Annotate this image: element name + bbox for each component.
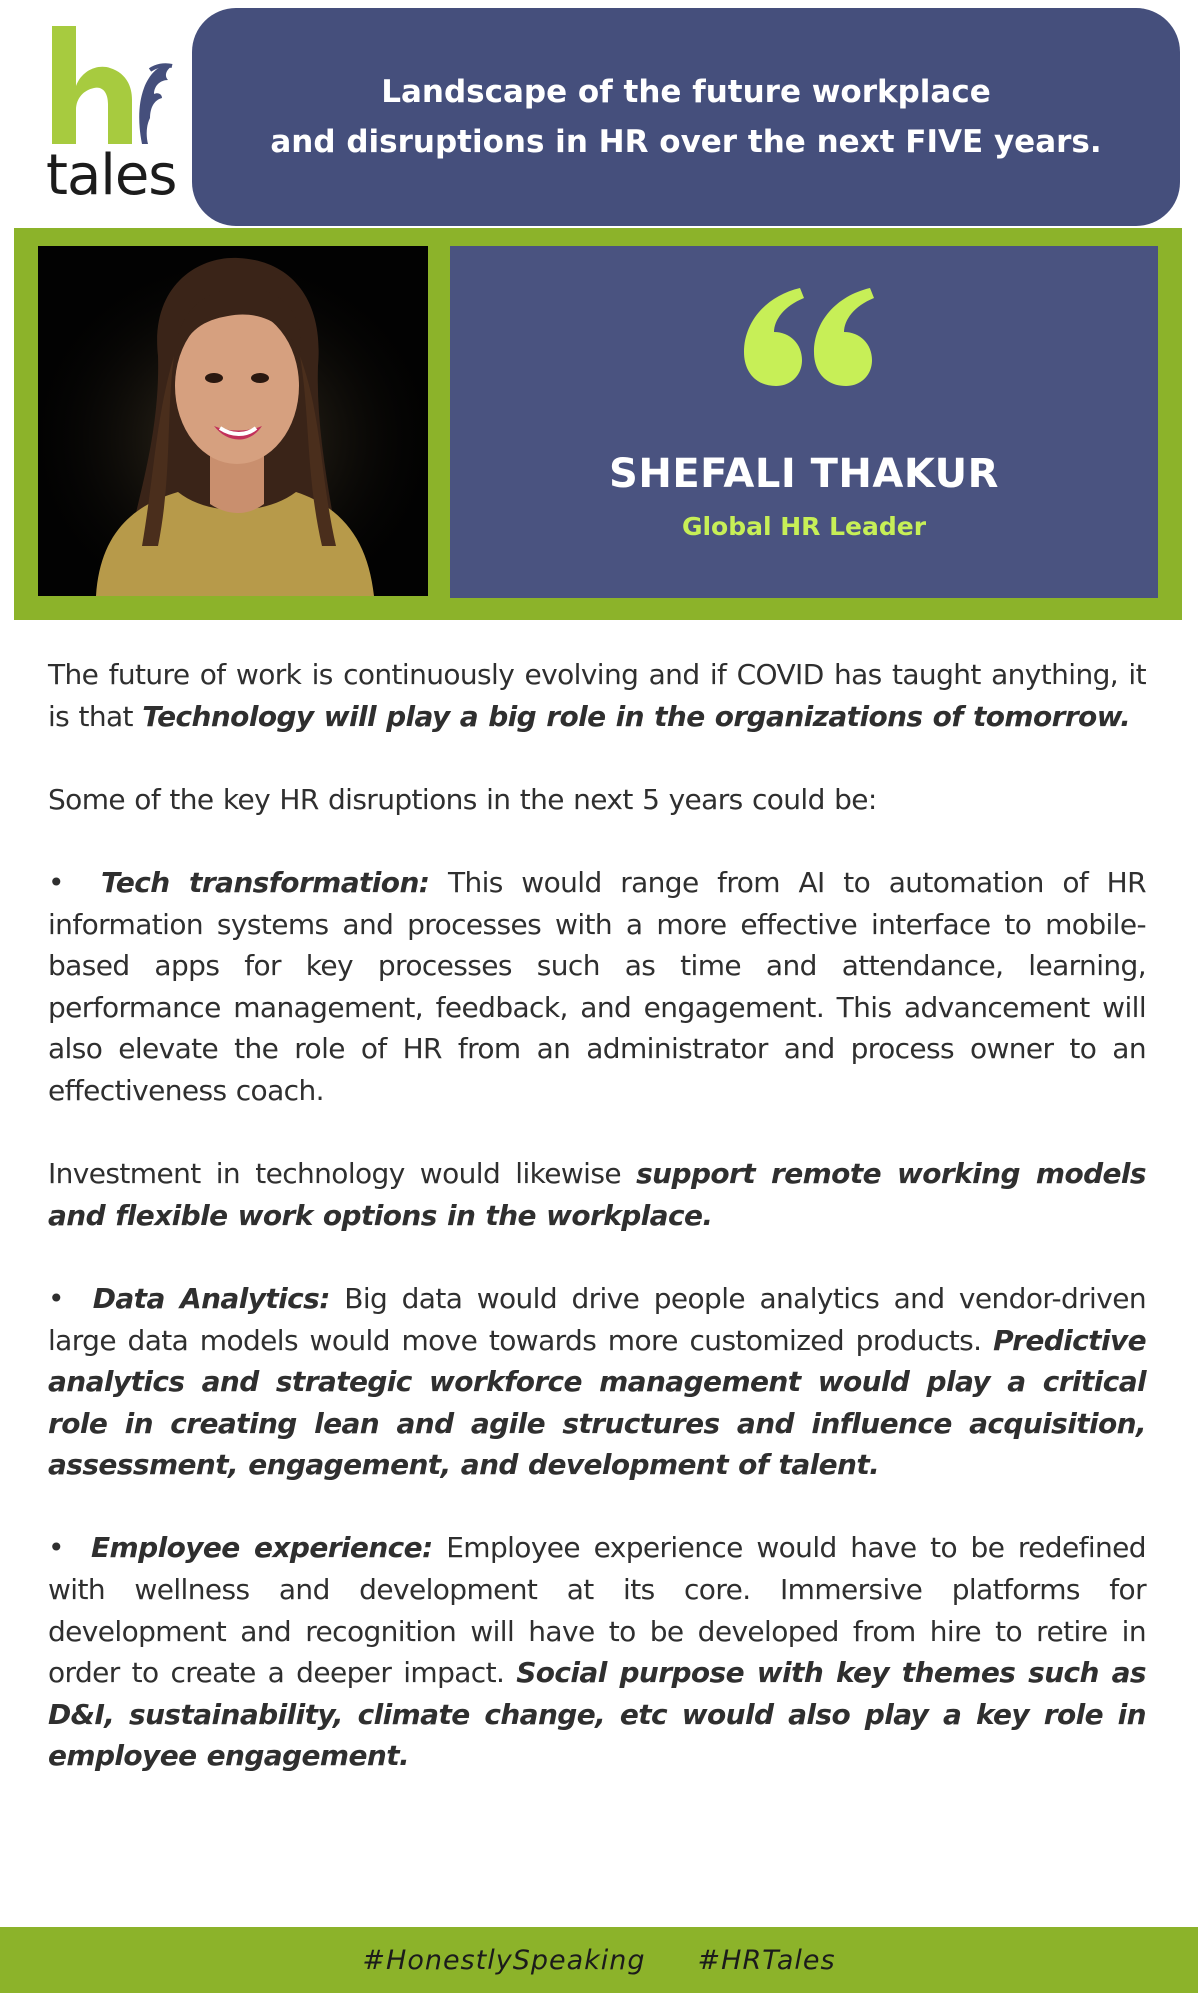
quote-card (450, 246, 1158, 598)
hashtag-hrtales[interactable]: #HRTales (697, 1944, 836, 1976)
data-analytics-emphasis: Predictive analytics and strategic workforce management would play a critical role in creating lean and agile structures and influence acquisition, assessment, engagement, and development of talent. (48, 1323, 1146, 1482)
portrait-illustration (38, 246, 428, 596)
paragraph-intro (48, 654, 1146, 737)
paragraph-data-analytics (48, 1278, 1146, 1486)
investment-text: Investment in technology would likewise (48, 1157, 637, 1191)
paragraph-tech-transformation (48, 862, 1146, 1112)
employee-experience-heading: Employee experience: (91, 1531, 433, 1565)
hr-logo-mark-icon (46, 26, 174, 146)
investment-emphasis: support remote working models and flexible work options in the workplace. (48, 1157, 1146, 1232)
intro-text: The future of work is continuously evolving and if COVID has taught anything, it is that (48, 658, 1146, 733)
bullet-icon: • (48, 1281, 64, 1315)
tech-transformation-heading: Tech transformation: (101, 865, 430, 899)
article-body (48, 654, 1146, 1819)
title-banner (192, 8, 1180, 226)
tech-transformation-text: This would range from AI to automation of HR information systems and processes with a more effective interface to mobile-based apps for key processes such as time and attendance, learning, performance management, feedback, and engagement. This advancement will also elevate the role of HR from an administrator and process owner to an effectiveness coach. (48, 865, 1146, 1107)
title-line-1: Landscape of the future workplace (381, 74, 991, 110)
person-role: Global HR Leader (681, 512, 927, 541)
employee-experience-emphasis: Social purpose with key themes such as D&I, sustainability, climate change, etc would also play a key role in employee engagement. (48, 1656, 1146, 1773)
hashtag-honestly-speaking[interactable]: #HonestlySpeaking (362, 1944, 646, 1976)
data-analytics-text: Big data would drive people analytics and vendor-driven large data models would move towards more customized products. (48, 1281, 1146, 1357)
footer-hashtags (0, 1927, 1198, 1993)
profile-band (14, 228, 1182, 620)
disruptions-lead-text: Some of the key HR disruptions in the next 5 years could be: (48, 782, 877, 816)
title-line-2: and disruptions in HR over the next FIVE years. (270, 124, 1102, 160)
portrait-photo (38, 246, 428, 596)
person-name: SHEFALI THAKUR (609, 451, 999, 497)
bullet-icon: • (48, 1531, 64, 1565)
paragraph-disruptions-lead (48, 779, 1146, 821)
hr-tales-logo (46, 26, 177, 208)
bullet-icon: • (48, 865, 64, 899)
intro-emphasis: Technology will play a big role in the organizations of tomorrow. (142, 699, 1131, 733)
data-analytics-heading: Data Analytics: (92, 1281, 330, 1315)
employee-experience-text: Employee experience would have to be redefined with wellness and development at its core. Immersive platforms for development and recognition will have to be developed from hire to retire in order to create a deeper impact. (48, 1531, 1146, 1690)
quote-mark-icon (740, 286, 880, 396)
paragraph-investment (48, 1153, 1146, 1236)
paragraph-employee-experience (48, 1527, 1146, 1777)
logo-wordmark: tales (46, 143, 177, 208)
